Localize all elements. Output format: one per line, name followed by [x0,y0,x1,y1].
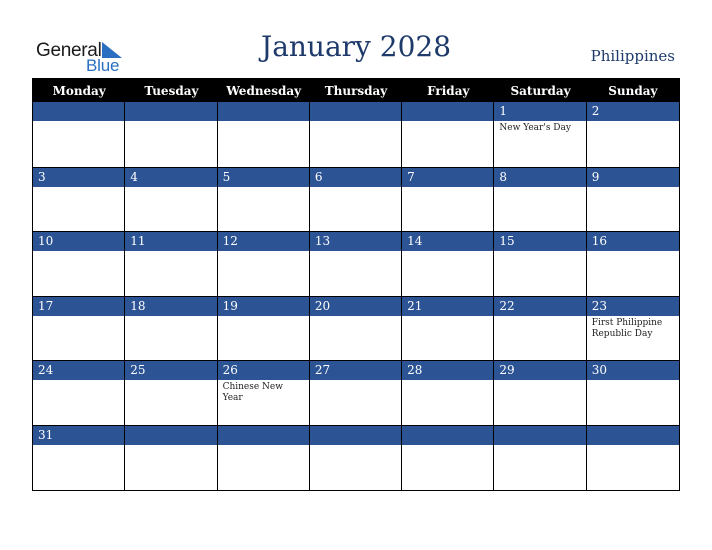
weekday-header-row [33,79,679,102]
calendar-week-row [33,360,679,425]
calendar-day-cell[interactable] [402,167,494,232]
day-number [402,102,493,121]
calendar-day-cell[interactable] [218,167,310,232]
calendar-day-cell[interactable] [33,102,125,167]
calendar-day-cell[interactable] [125,231,217,296]
holiday-label [33,121,124,123]
holiday-label [402,380,493,382]
holiday-label [218,187,309,189]
day-number: 19 [218,297,309,316]
calendar-day-cell[interactable] [587,296,679,361]
weekday-friday: Friday [427,83,470,98]
weekday-wednesday: Wednesday [226,83,302,98]
weekday-monday: Monday [52,83,106,98]
calendar-day-cell[interactable] [494,360,586,425]
holiday-label [310,380,401,382]
calendar-day-cell[interactable] [33,167,125,232]
calendar-day-cell[interactable] [33,425,125,490]
calendar-weeks [33,102,679,490]
calendar-day-cell[interactable] [218,102,310,167]
holiday-label [494,445,585,447]
holiday-label [587,187,679,189]
holiday-label: New Year's Day [499,123,571,133]
logo-blue-text: Blue [86,56,120,75]
day-number: 3 [33,168,124,187]
day-number: 29 [494,361,585,380]
calendar-day-cell[interactable] [587,231,679,296]
calendar-day-cell[interactable] [587,102,679,167]
holiday-label [125,251,216,253]
weekday-sunday: Sunday [608,83,658,98]
holiday-label [33,187,124,189]
calendar-day-cell[interactable] [587,360,679,425]
holiday-label: Chinese New Year [222,382,283,404]
country-label: Philippines [590,47,675,65]
holiday-label [587,121,679,123]
day-number: 12 [218,232,309,251]
day-number: 6 [310,168,401,187]
calendar-day-cell[interactable] [310,360,402,425]
day-number [33,102,124,121]
holiday-label [125,445,216,447]
holiday-label [125,316,216,318]
day-number: 9 [587,168,679,187]
calendar-day-cell[interactable] [125,360,217,425]
weekday-thursday: Thursday [324,83,388,98]
day-number: 30 [587,361,679,380]
day-number: 31 [33,426,124,445]
day-number: 14 [402,232,493,251]
holiday-label [402,121,493,123]
day-number: 11 [125,232,216,251]
calendar-day-cell[interactable] [402,102,494,167]
calendar-day-cell[interactable] [587,167,679,232]
holiday-label [218,251,309,253]
day-number: 5 [218,168,309,187]
holiday-label [33,445,124,447]
holiday-label [494,187,585,189]
day-number: 8 [494,168,585,187]
day-number [218,426,309,445]
holiday-label [402,251,493,253]
calendar-day-cell[interactable] [402,231,494,296]
day-number [494,426,585,445]
calendar-day-cell[interactable] [494,231,586,296]
day-number: 4 [125,168,216,187]
calendar-day-cell[interactable] [310,296,402,361]
day-number [402,426,493,445]
weekday-saturday: Saturday [510,83,571,98]
day-number [310,102,401,121]
calendar-day-cell[interactable] [33,231,125,296]
holiday-label [218,316,309,318]
calendar-day-cell[interactable] [494,296,586,361]
day-number: 26 [218,361,309,380]
day-number: 2 [587,102,679,121]
calendar-week-row [33,296,679,361]
calendar-day-cell[interactable] [494,102,586,167]
day-number: 13 [310,232,401,251]
calendar-day-cell[interactable] [310,167,402,232]
calendar-grid [32,78,680,491]
day-number: 22 [494,297,585,316]
calendar-day-cell[interactable] [402,296,494,361]
day-number: 18 [125,297,216,316]
holiday-label: First Philippine Republic Day [591,317,663,339]
holiday-label [494,316,585,318]
calendar-day-cell[interactable] [218,360,310,425]
day-number: 23 [587,297,679,316]
calendar-day-cell[interactable] [402,360,494,425]
calendar-day-cell[interactable] [587,425,679,490]
holiday-label [494,380,585,382]
calendar-week-row [33,425,679,490]
day-number: 7 [402,168,493,187]
day-number [587,426,679,445]
holiday-label [402,187,493,189]
calendar-day-cell[interactable] [218,296,310,361]
holiday-label [587,380,679,382]
holiday-label [33,380,124,382]
holiday-label [33,251,124,253]
day-number: 27 [310,361,401,380]
day-number: 17 [33,297,124,316]
calendar-day-cell[interactable] [310,231,402,296]
logo-general-text: General [36,40,102,61]
day-number: 25 [125,361,216,380]
calendar-day-cell[interactable] [33,296,125,361]
calendar-day-cell[interactable] [494,425,586,490]
holiday-label [125,187,216,189]
weekday-tuesday: Tuesday [144,83,199,98]
holiday-label [402,445,493,447]
day-number: 1 [494,102,585,121]
holiday-label [218,445,309,447]
calendar-day-cell[interactable] [494,167,586,232]
holiday-label [33,316,124,318]
day-number: 16 [587,232,679,251]
day-number [310,426,401,445]
calendar-day-cell[interactable] [218,425,310,490]
holiday-label [310,187,401,189]
calendar-day-cell[interactable] [125,102,217,167]
calendar-week-row [33,102,679,167]
calendar-day-cell[interactable] [402,425,494,490]
holiday-label [125,380,216,382]
day-number [218,102,309,121]
calendar-week-row [33,231,679,296]
day-number [125,102,216,121]
holiday-label [587,251,679,253]
holiday-label [310,316,401,318]
calendar-day-cell[interactable] [125,296,217,361]
holiday-label [494,251,585,253]
page-title: January 2028 [260,30,452,63]
calendar-day-cell[interactable] [218,231,310,296]
day-number: 21 [402,297,493,316]
holiday-label [125,121,216,123]
holiday-label [310,121,401,123]
day-number: 24 [33,361,124,380]
holiday-label [310,445,401,447]
day-number [125,426,216,445]
holiday-label [218,121,309,123]
holiday-label [310,251,401,253]
calendar-day-cell[interactable] [125,425,217,490]
calendar-day-cell[interactable] [125,167,217,232]
day-number: 10 [33,232,124,251]
calendar-day-cell[interactable] [310,102,402,167]
holiday-label [587,445,679,447]
day-number: 28 [402,361,493,380]
calendar-week-row [33,167,679,232]
day-number: 15 [494,232,585,251]
calendar-day-cell[interactable] [33,360,125,425]
day-number: 20 [310,297,401,316]
holiday-label [402,316,493,318]
calendar-day-cell[interactable] [310,425,402,490]
